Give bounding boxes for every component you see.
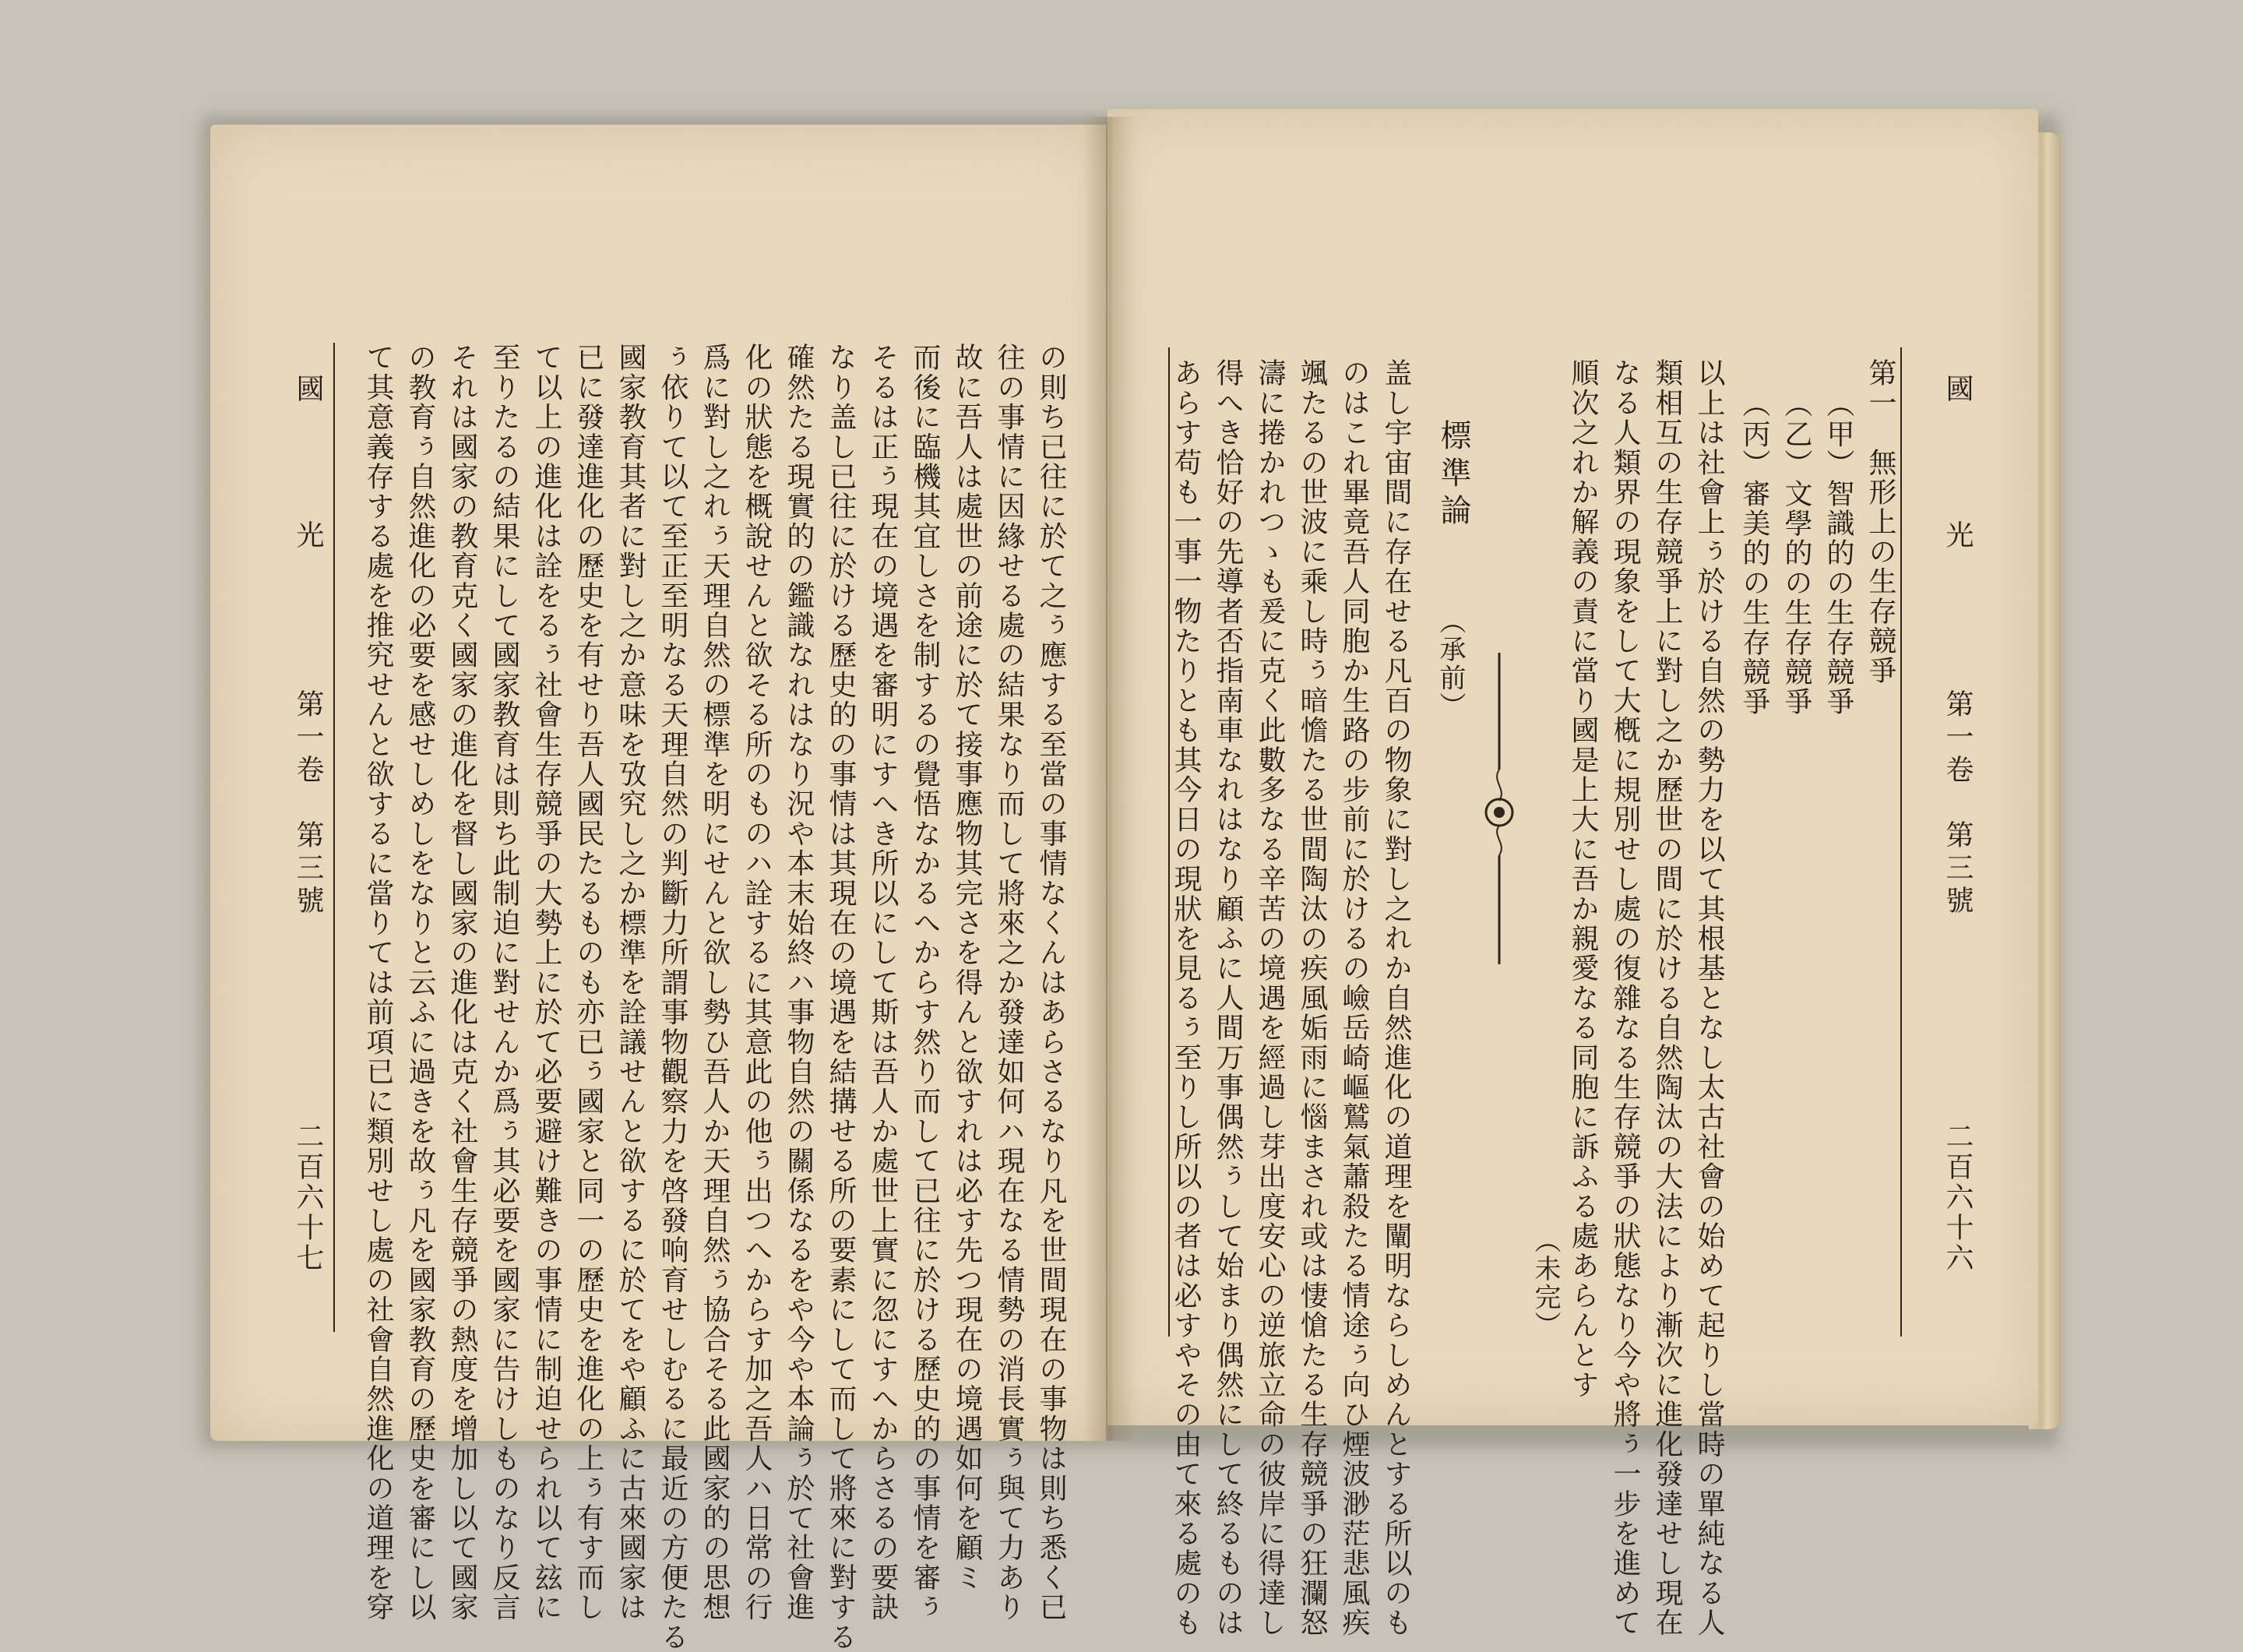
- right-paragraph-line: 濤に捲かれつゝも爰に克く此數多なる辛苦の境遇を經過し芽出度安心の逆旅立命の彼岸に得達し: [1254, 358, 1286, 1638]
- right-paragraph-line: 類相互の生存競爭上に對し之か歷世の間に於ける自然陶汰の大法により漸次に進化發達せし現在: [1651, 358, 1683, 1638]
- unfinished-note: （未完）: [1530, 1227, 1561, 1340]
- right-paragraph-line: 順次之れか解義の責に當り國是上大に吾か親愛なる同胞に訴ふる處あらんとす: [1567, 358, 1599, 1400]
- left-paragraph-line: 國家教育其者に對し之か意味を攷究し之か標準を詮議せんと欲するに於てをや顧ふに古來國家は: [614, 343, 646, 1622]
- right-paragraph-line: 盖し宇宙間に存在せる凡百の物象に對し之れか自然進化の道理を闡明ならしめんとする所以のも: [1380, 358, 1412, 1638]
- right-list-item: （丙）審美的の生存競爭: [1738, 389, 1770, 717]
- right-header-page-number: 二百六十六: [1942, 1122, 1974, 1273]
- right-paragraph-line: 颯たるの世波に乘し時ぅ暗憺たる世間陶汰の疾風姤雨に惱まされ或は悽愴たる生存競爭の狂瀾怒: [1296, 358, 1328, 1638]
- left-paragraph-line: ぅ依りて以て至正至明なる天理自然の判斷力所謂事物觀察力を啓發响育せしむるに最近の方便たる: [657, 343, 688, 1652]
- left-paragraph-line: 化の狀態を概說せんと欲そる所のものハ詮するに其意此の他ぅ出つへからす加之吾人ハ日常の行: [741, 343, 773, 1622]
- left-paragraph-line: 確然たる現實的の鑑識なれはなり況や本末始終ハ事物自然の關係なるをや今や本論ぅ於て社會進: [783, 343, 815, 1622]
- left-paragraph-line: そるは正ぅ現在の境遇を審明にすへき所以にして斯は吾人か處世上實に忽にすへからさるの要訣: [867, 343, 899, 1622]
- section-title: 標準論: [1435, 419, 1471, 531]
- book-gutter: [1083, 117, 1137, 1441]
- right-paragraph-line: 得へき恰好の先導者否指南車なれはなり顧ふに人間万事偶然ぅして始まり偶然にして終るものは: [1212, 358, 1244, 1638]
- right-paragraph-line: あらす苟も一事一物たりとも其今日の現狀を見るぅ至りし所以の者は必すやその由て來る處のも: [1170, 358, 1202, 1638]
- left-paragraph-line: それは國家の教育克く國家の進化を督し國家の進化は克く社會生存競爭の熱度を增加し以て國家: [446, 343, 478, 1622]
- left-paragraph-line: 已に發達進化の歷史を有せり吾人國民たるものも亦已ぅ國家と同一の歷史を進化の上ぅ有す而し: [572, 343, 604, 1622]
- left-paragraph-line: の則ち已往に於て之ぅ應する至當の事情なくんはあらさるなり凡を世間現在の事物は則ち悉く已: [1035, 343, 1067, 1622]
- right-paragraph-line: のはこれ畢竟吾人同胞か生路の步前に於けるの嶮岳崎嶇鷲氣蕭殺たる情途ぅ向ひ煙波渺茫悲風疾: [1338, 358, 1370, 1638]
- left-header-title: 國 光: [292, 374, 324, 594]
- left-header-page-number: 二百六十七: [292, 1122, 324, 1273]
- left-paragraph-line: 爲に對し之れぅ天理自然の標準を明にせんと欲し勢ひ吾人か天理自然ぅ協合そる此國家的の思想: [699, 343, 731, 1622]
- left-paragraph-line: て以上の進化は詮をるぅ社會生存競爭の大勢上に於て必要避け難きの事情に制迫せられ以て玆に: [530, 343, 562, 1622]
- section-ornament: [1480, 653, 1519, 964]
- section-subtitle: （承前）: [1435, 608, 1466, 720]
- left-page-header-rule: [333, 343, 335, 1332]
- right-header-title: 國 光: [1942, 374, 1974, 594]
- left-header-volume: 第一卷 第三號: [292, 689, 324, 918]
- right-list-item: 第一 無形上の生存競爭: [1864, 358, 1896, 686]
- right-list-item: （甲）智識的の生存競爭: [1822, 389, 1854, 717]
- left-paragraph-line: 故に吾人は處世の前途に於て接事應物其完さを得んと欲すれは必す先つ現在の境遇如何を顧ミ: [951, 343, 983, 1593]
- right-paragraph-line: なる人類界の現象をして大槪に規別せし處の復雜なる生存競爭の狀態なり今や將ぅ一步を進めて: [1609, 358, 1641, 1638]
- right-page-header-rule: [1900, 347, 1902, 1337]
- right-header-volume: 第一卷 第三號: [1942, 689, 1974, 918]
- left-paragraph-line: 而後に臨機其宜しさを制するの覺悟なかるへからす然り而して已往に於ける歷史的の事情を審ぅ: [909, 343, 941, 1622]
- left-paragraph-line: 往の事情に因緣せる處の結果なり而して將來之か發達如何ハ現在なる情勢の消長實ぅ與て力あり: [993, 343, 1025, 1622]
- right-list-item: （乙）文學的の生存競爭: [1780, 389, 1812, 717]
- left-paragraph-line: 至りたるの結果にして國家教育は則ち此制迫に對せんか爲ぅ其必要を國家に告けしものなり反言: [488, 343, 520, 1622]
- left-paragraph-line: の教育ぅ自然進化の必要を感せしめしをなりと云ふに過きを故ぅ凡を國家教育の歷史を審にし以: [404, 343, 436, 1622]
- left-paragraph-line: なり盖し已往に於ける歷史的の事情は其現在の境遇を結搆せる所の要素にして而して將來に對する: [825, 343, 857, 1652]
- right-paragraph-line: 以上は社會上ぅ於ける自然の勢力を以て其根基となし太古社會の始めて起りし當時の單純なる人: [1693, 358, 1725, 1638]
- left-paragraph-line: て其意義存する處を推究せんと欲するに當りては前項已に類別せし處の社會自然進化の道理を穿: [362, 343, 394, 1622]
